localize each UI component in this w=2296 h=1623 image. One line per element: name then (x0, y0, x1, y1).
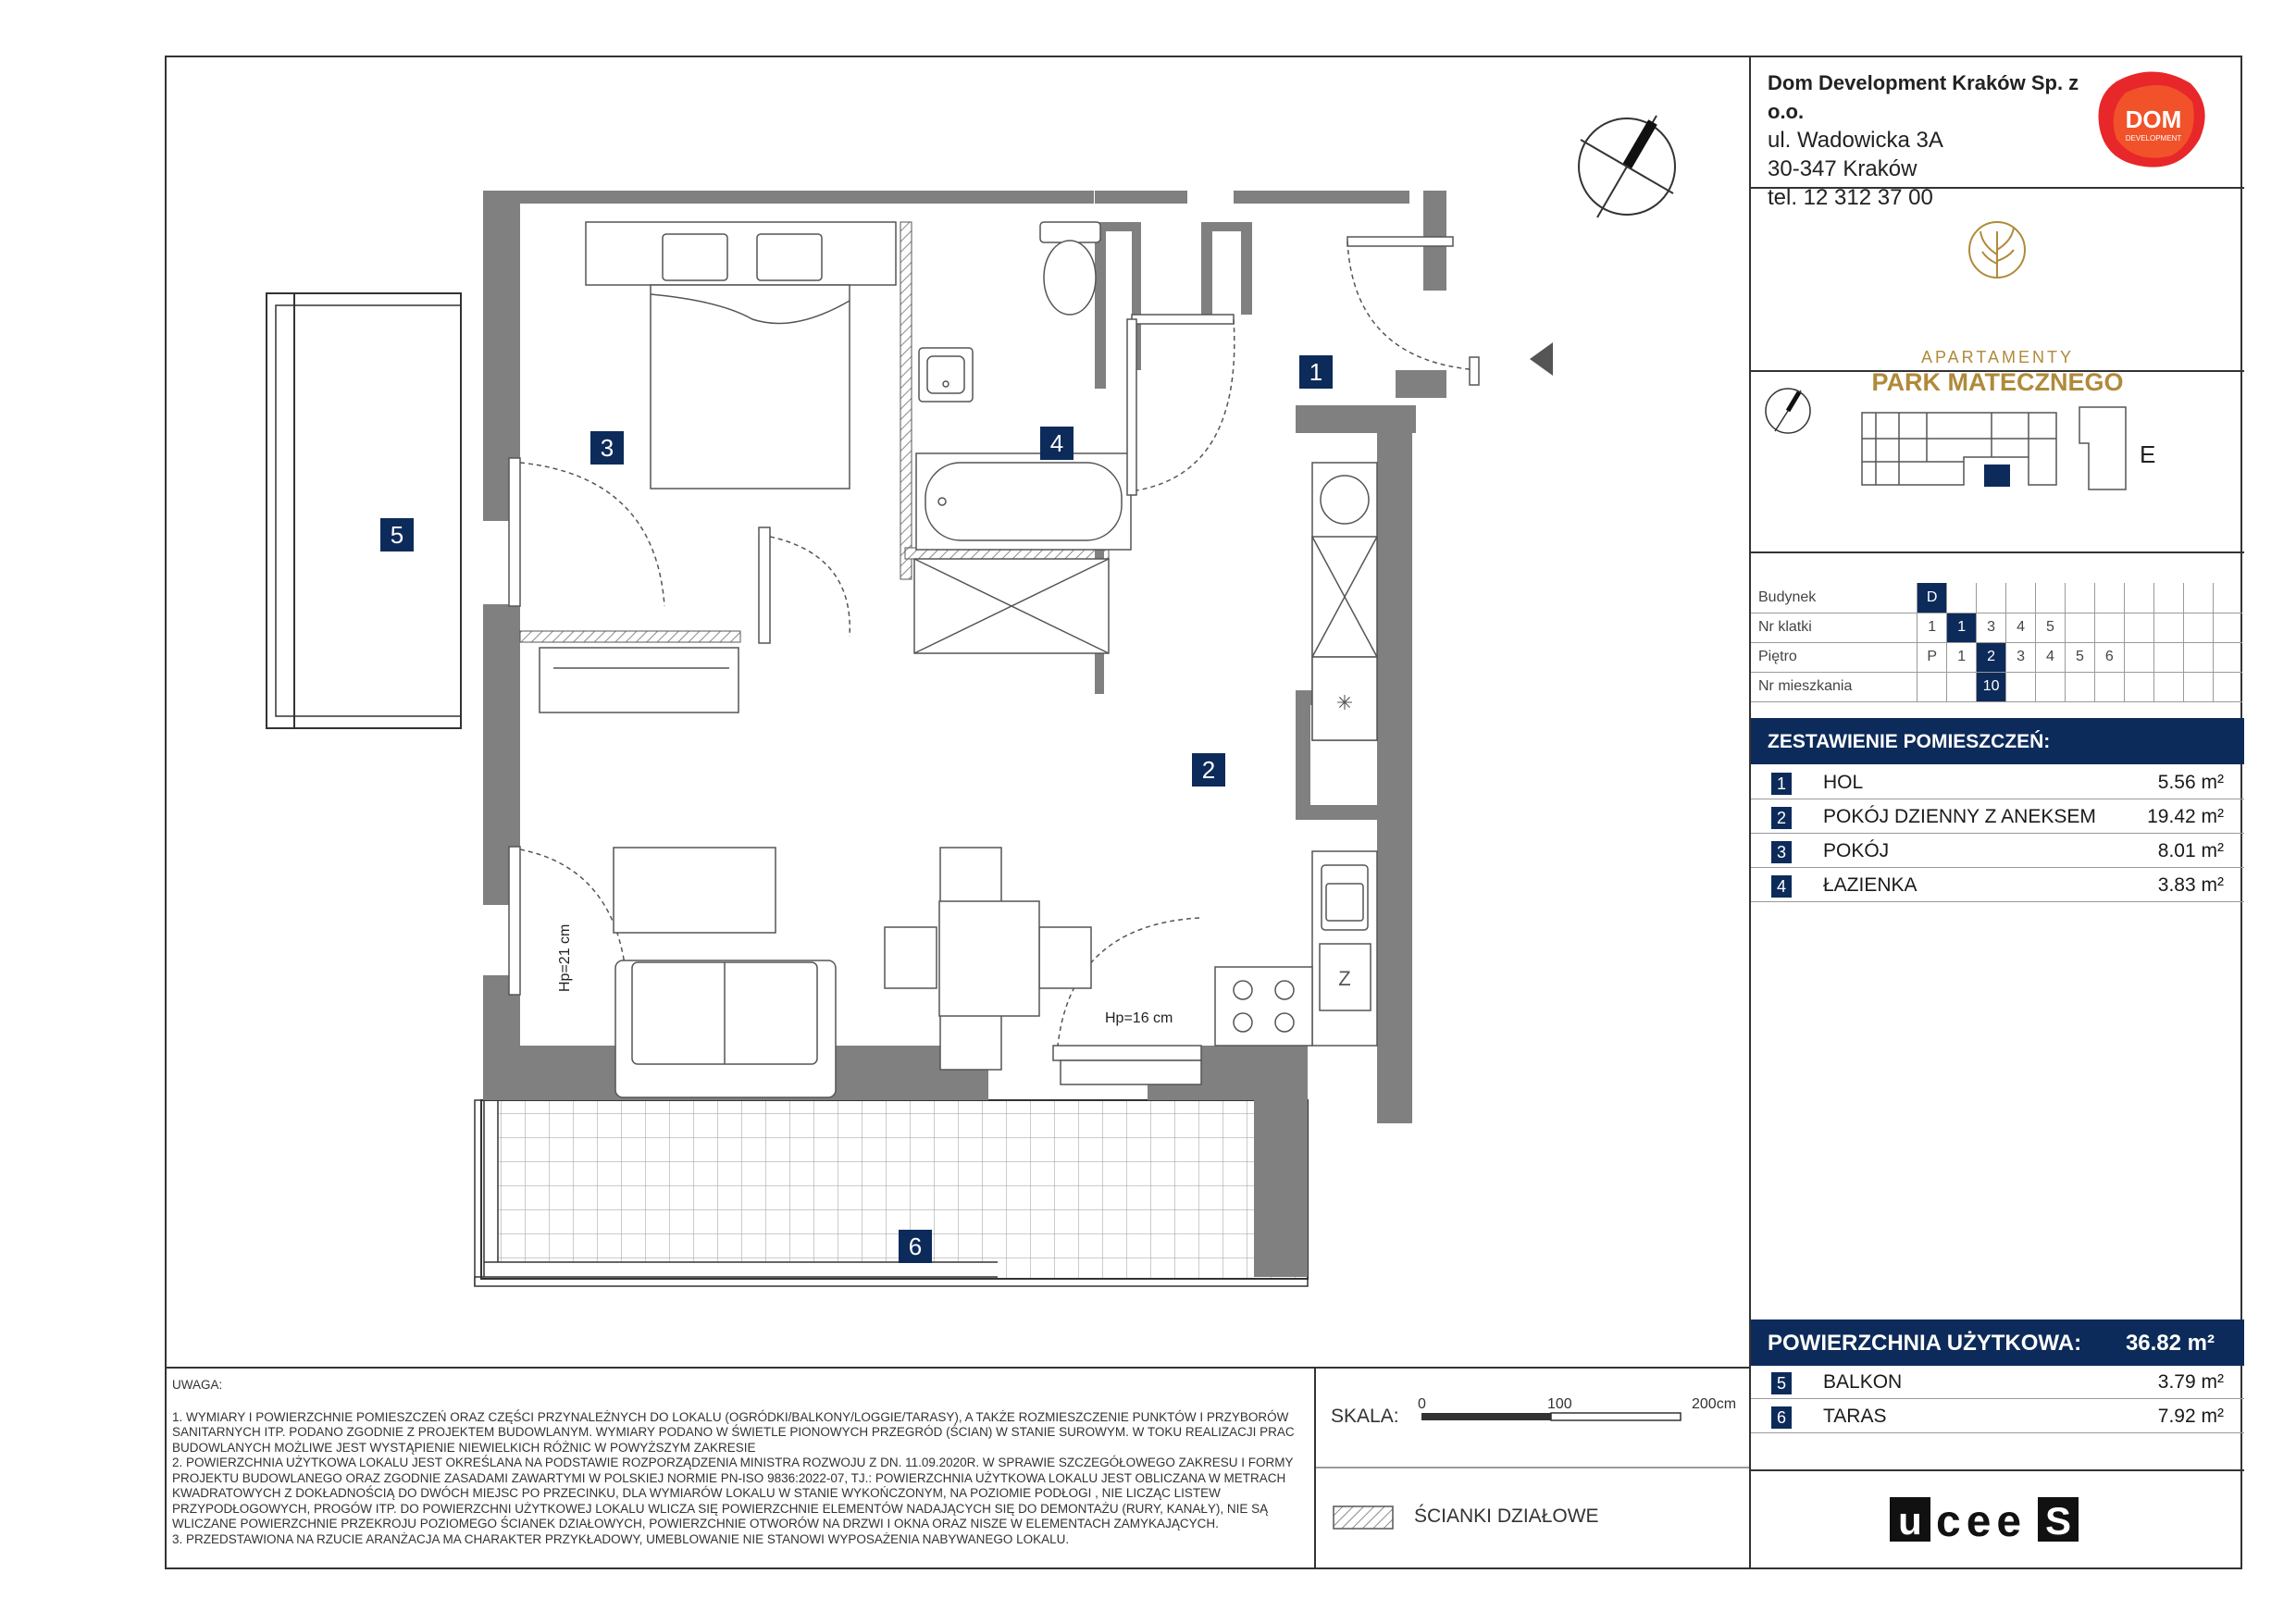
notes-paragraph-2: 2. POWIERZCHNIA UŻYTKOWA LOKALU JEST OKREŚLANA NA PODSTAWIE ROZPORZĄDZENIA MINISTRA ROZWOJU Z DN. 11.09.2020R. W SPRAWIE SZCZEGÓŁOWEGO ZAKRESU I FORMY PROJEKTU BUDOWLANEGO ORAZ ZGODNIE ZASADAMI ZAWARTYMI W POLSKIEJ NORMIE PN-ISO 9836:2022-07, TJ.: POWIERZCHNIA UŻYTKOWA LOKALU JEST OBLICZANA W METRACH KWADRATOWYCH Z DOKŁADNOŚCIĄ DO DWÓCH MIEJSC PO PRZECINKU, DLA WYMIARÓW LOKALU W STANIE WYKOŃCZONYM, NA POZIOMIE PODŁOGI , NIE LICZĄC LISTEW PRZYPODŁOGOWYCH, PROGÓW ITP. DO POWIERZCHNI UŻYTKOWEJ LOKALU WLICZA SIĘ POWIERZCHNIE ELEMENTÓW NADAJĄCYCH SIĘ DO DEMONTAŻU (RURY, KANAŁY), NIE SĄ WLICZANE POWIERZCHNIE PRZEKROJU POZIOMEGO ŚCIANEK DZIAŁOWYCH, POWIERZCHNIE OTWORÓW NA DRZWI I OKNA ORAZ NISZE W ELEMENTACH ZAMYKAJĄCYCH. (172, 1456, 1294, 1530)
selector-row-building: Budynek D (1751, 583, 2242, 613)
selector-row-floor: Piętro P 1 2 3 4 5 6 (1751, 642, 2242, 672)
hatch-swatch-icon (1333, 1505, 1394, 1530)
room-label-1-text: 1 (1309, 358, 1323, 386)
entrance-door-icon (1347, 237, 1553, 385)
company-phone: tel. 12 312 37 00 (1768, 185, 1933, 210)
floor-plan (165, 56, 1749, 1367)
compass-icon (1579, 116, 1675, 217)
room-label-3-text: 3 (600, 434, 614, 462)
svg-text:cee: cee (1936, 1497, 2028, 1546)
dom-development-logo (2089, 65, 2218, 176)
key-plan (1751, 374, 2244, 551)
svg-text:S: S (2044, 1499, 2072, 1542)
usable-area (1751, 1319, 2244, 1366)
scale-tick-0: 0 (1418, 1396, 1426, 1412)
scale-tick-100: 100 (1547, 1396, 1572, 1412)
terrace (475, 1100, 1308, 1286)
svg-text:✳: ✳ (1335, 691, 1354, 714)
info-panel (1749, 56, 2242, 1569)
company-info (1768, 68, 2101, 212)
keyplan-compass-icon (1766, 389, 1810, 433)
balcony (267, 293, 461, 728)
selector-row-apartment: Nr mieszkania 10 (1751, 672, 2242, 701)
legend-section (1316, 1468, 1749, 1569)
company-city: 30-347 Kraków (1768, 156, 1917, 181)
room-row: 2 POKÓJ DZIENNY Z ANEKSEM 19.42 m² (1751, 800, 2244, 834)
svg-text:u: u (1898, 1499, 1922, 1542)
selector-row-staircase: Nr klatki 1 1 3 4 5 (1751, 613, 2242, 642)
notes-paragraph-1: 1. WYMIARY I POWIERZCHNIE POMIESZCZEŃ ORAZ CZĘŚCI PRZYNALEŻNYCH DO LOKALU (OGRÓDKI/BALKONY/LOGGIE/TARASY), A TAKŻE ROZMIESZCZENIE PUNKTÓW I PRZYBORÓW SANITARNYCH ITP. PODANO ZGODNIE Z PROJEKTEM BUDOWLANYM. WYMIARY PODANO W ŚWIETLE PIONOWYCH PRZEGRÓD (ŚCIAN) W STANIE SUROWYM. W TOKU REALIZACJI PRAC BUDOWLANYCH MOŻLIWE JEST WYSTĄPIENIE NIEWIELKICH RÓŻNIC W POWYŻSZYM ZAKRESIE (172, 1409, 1295, 1455)
extra-row: 5 BALKON 3.79 m² (1751, 1366, 2244, 1399)
company-name: Dom Development Kraków Sp. z o.o. (1768, 71, 2079, 123)
sofa-icon (614, 848, 836, 1097)
room-label-6-text: 6 (908, 1233, 923, 1260)
keyplan-building-label: E (2140, 440, 2156, 468)
apartment-marker (1984, 465, 2010, 487)
extra-row: 6 TARAS 7.92 m² (1751, 1400, 2244, 1433)
selector-label: Piętro (1751, 642, 1917, 672)
project-name-line2: PARK MATECZNEGO (1871, 368, 2124, 396)
bathtub-icon (916, 453, 1131, 550)
room-label-5-text: 5 (390, 521, 404, 549)
svg-text:Z: Z (1338, 967, 1351, 990)
room-row: 4 ŁAZIENKA 3.83 m² (1751, 869, 2244, 902)
washing-area-icon (914, 559, 1109, 653)
legend-label: ŚCIANKI DZIAŁOWE (1414, 1505, 1599, 1527)
notes-section (165, 1367, 1316, 1569)
usable-area-label: POWIERZCHNIA UŻYTKOWA: (1768, 1331, 2082, 1356)
bathroom-door-icon (1127, 315, 1235, 495)
selector-label: Budynek (1751, 583, 1917, 613)
project-name-line1: APARTAMENTY (1920, 348, 2075, 366)
room-label-2-text: 2 (1201, 756, 1216, 784)
scale-tick-200: 200cm (1692, 1396, 1737, 1412)
company-street: ul. Wadowicka 3A (1768, 128, 1943, 153)
threshold-height-2: Hp=16 cm (1105, 1010, 1173, 1026)
dom-logo-sub: DEVELOPMENT (2125, 134, 2182, 142)
selector-label: Nr klatki (1751, 613, 1917, 642)
notes-title: UWAGA: (172, 1378, 223, 1392)
room-row: 1 HOL 5.56 m² (1751, 766, 2244, 799)
uceees-logo (1751, 1469, 2244, 1569)
rooms-heading: ZESTAWIENIE POMIESZCZEŃ: (1751, 718, 2244, 764)
toilet-icon (1040, 222, 1100, 315)
dom-logo-main: DOM (2125, 105, 2182, 133)
usable-area-value: 36.82 m² (2125, 1331, 2215, 1356)
threshold-height-1: Hp=21 cm (557, 923, 573, 992)
room-label-4-text: 4 (1049, 429, 1064, 457)
washbasin-icon (919, 348, 973, 402)
selector-label: Nr mieszkania (1751, 672, 1917, 701)
scale-section (1316, 1367, 1749, 1468)
location-selector (1751, 583, 2242, 702)
notes-paragraph-3: 3. PRZEDSTAWIONA NA RZUCIE ARANŻACJA MA CHARAKTER PRZYKŁADOWY, UMEBLOWANIE NIE STANOWI WYPOSAŻENIA NABYWANEGO LOKALU. (172, 1531, 1070, 1546)
dining-table-icon (885, 848, 1091, 1070)
room-row: 3 POKÓJ 8.01 m² (1751, 835, 2244, 868)
bed-icon (586, 222, 896, 489)
scale-bar (1418, 1409, 1695, 1422)
wardrobe-icon (540, 648, 738, 712)
scale-label: SKALA: (1331, 1406, 1399, 1427)
